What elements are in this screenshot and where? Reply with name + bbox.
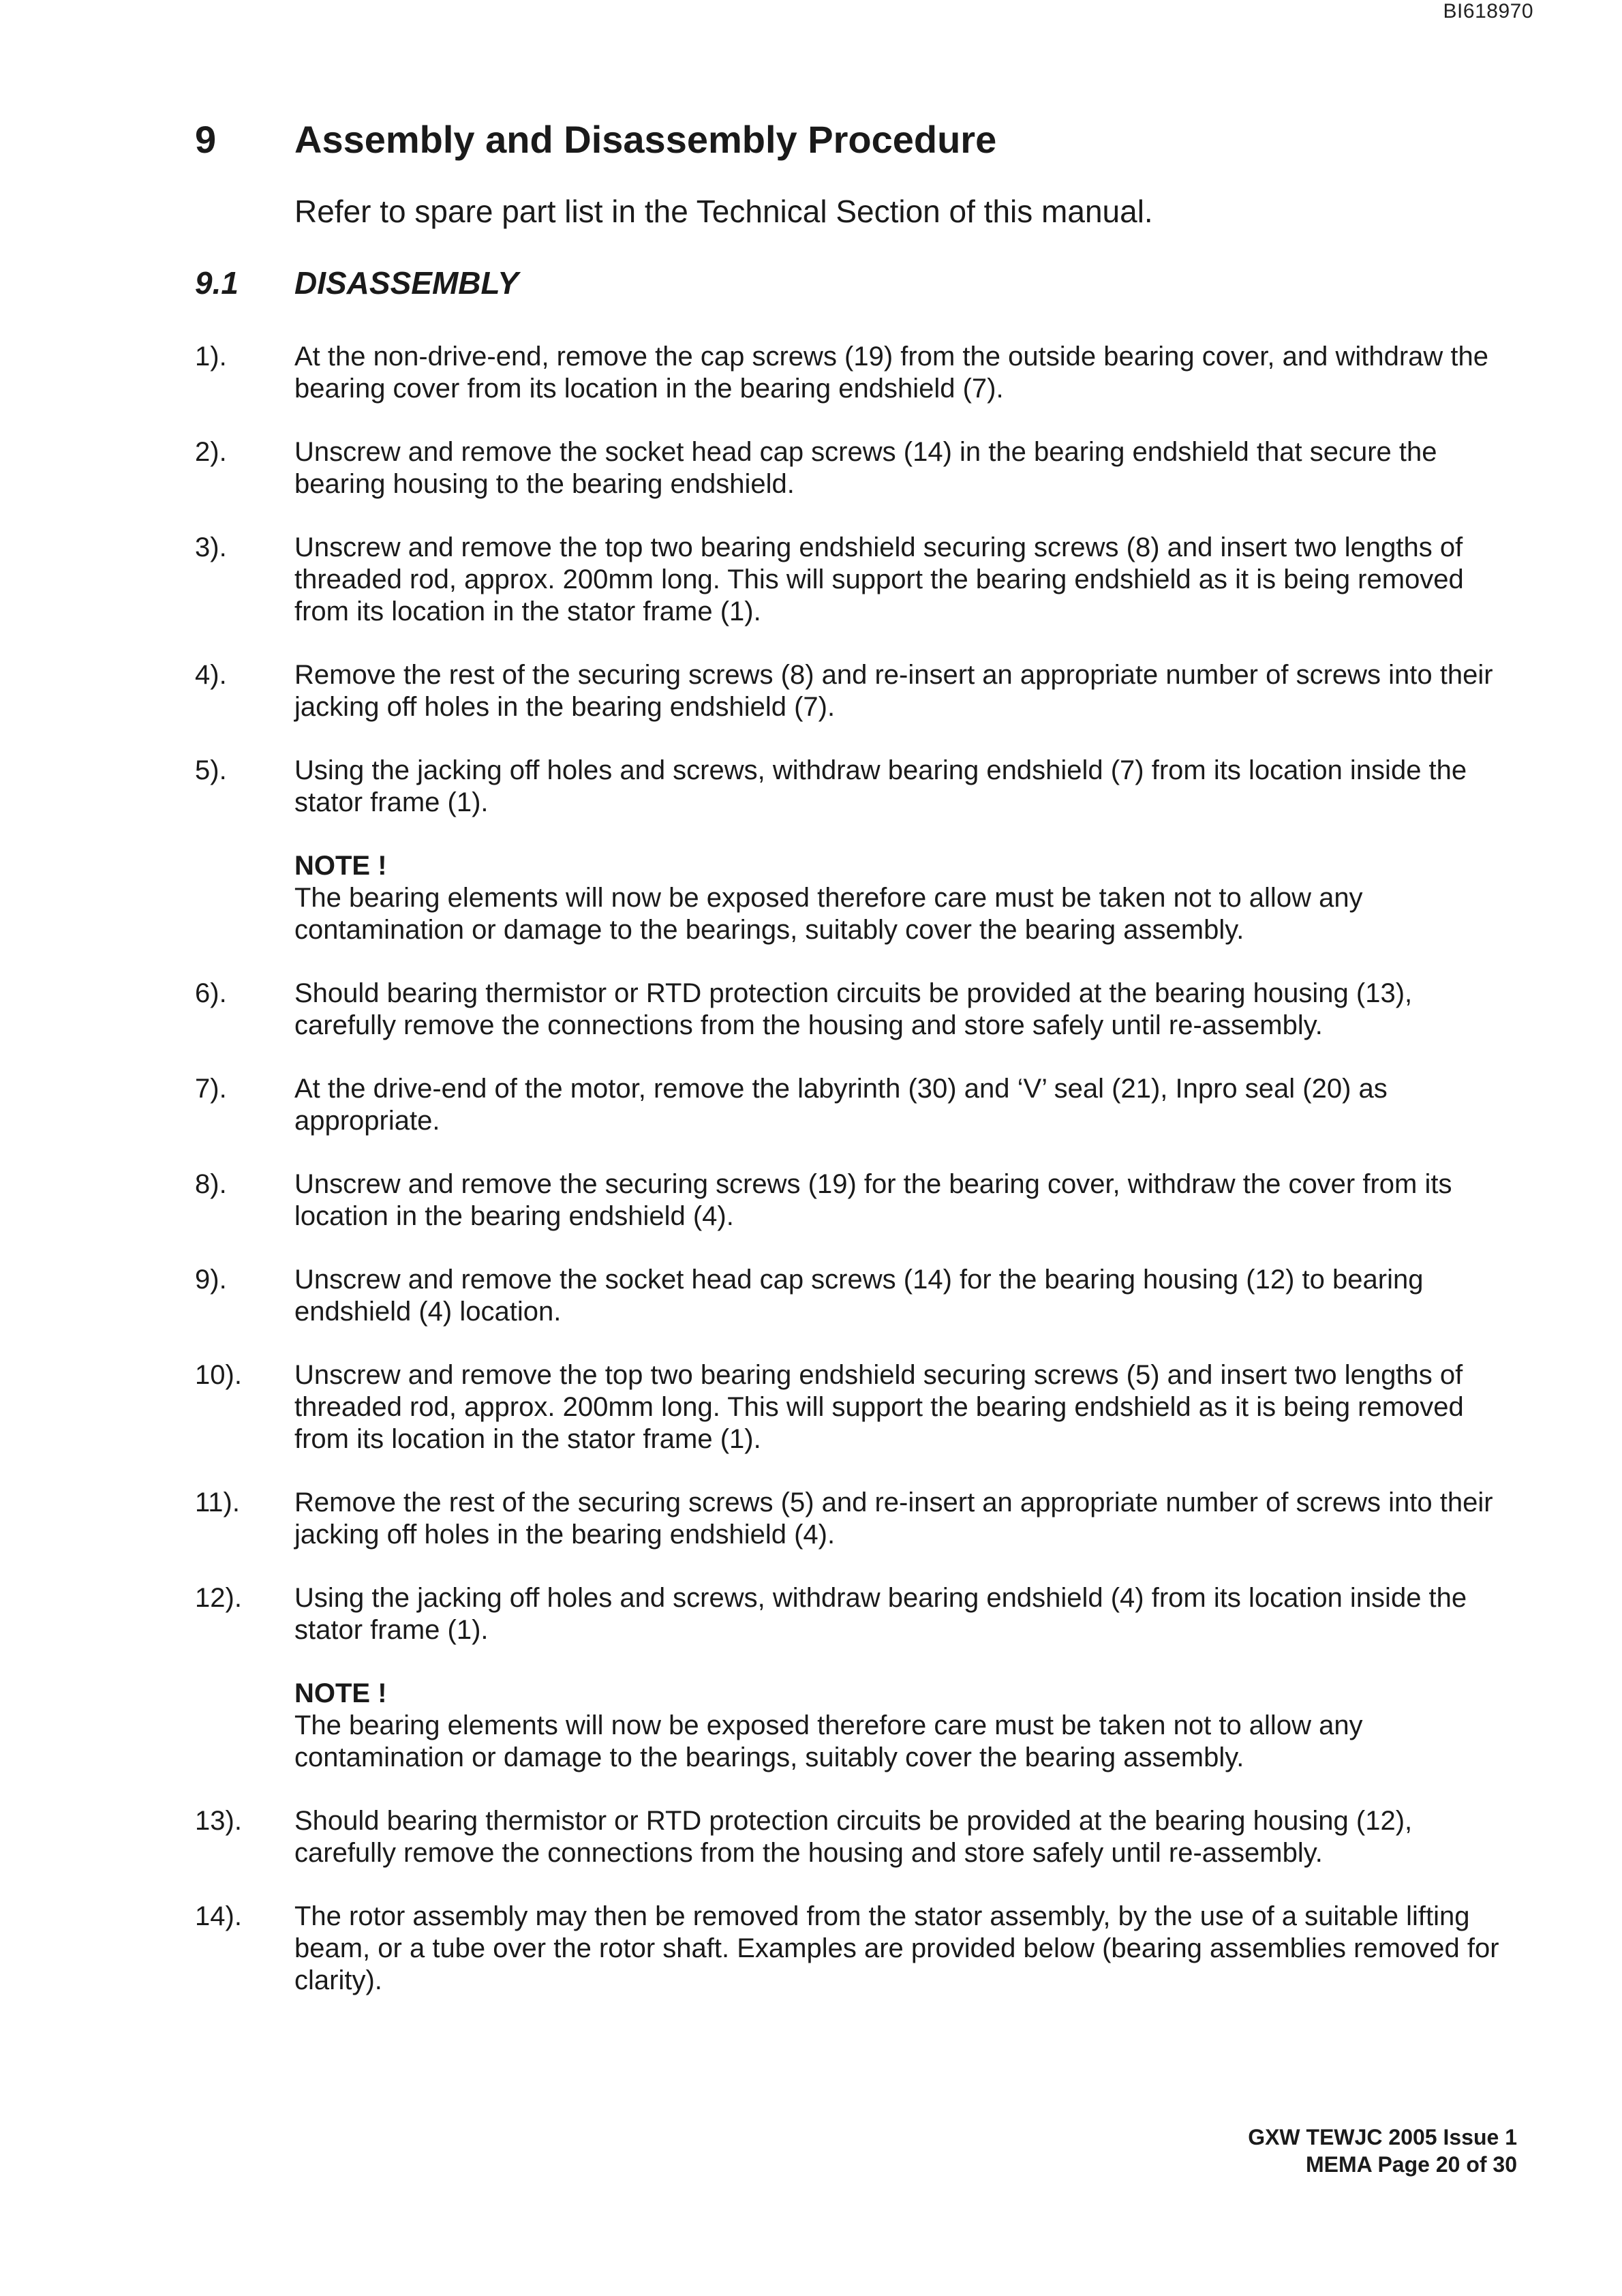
step-text: Unscrew and remove the top two bearing endshield securing screws (8) and insert two lengths of threaded rod, approx. 200mm long. This will support the bearing endshield as it is being removed from its location in the stator frame (1). [294,532,1464,626]
note-block [294,850,1520,946]
subsection-heading [195,265,519,301]
step-text: Unscrew and remove the socket head cap screws (14) for the bearing housing (12) to bearing endshield (4) location. [294,1265,1424,1327]
step-text: Unscrew and remove the socket head cap screws (14) in the bearing endshield that secure the bearing housing to the bearing endshield. [294,437,1437,499]
step-item [195,1487,1520,1551]
step-text: Remove the rest of the securing screws (5) and re-insert an appropriate number of screws into their jacking off holes in the bearing endshield (4). [294,1487,1493,1550]
step-text: Using the jacking off holes and screws, withdraw bearing endshield (4) from its location inside the stator frame (1). [294,1583,1467,1645]
step-item [195,659,1520,723]
step-item [195,341,1520,405]
section-heading [195,117,996,162]
step-text: The rotor assembly may then be removed from the stator assembly, by the use of a suitable lifting beam, or a tube over the rotor shaft. Examples are provided below (bearing assemblies removed for clarity). [294,1901,1499,1995]
step-text: Unscrew and remove the top two bearing endshield securing screws (5) and insert two lengths of threaded rod, approx. 200mm long. This will support the bearing endshield as it is being removed from its location in the stator frame (1). [294,1360,1464,1454]
step-text: Should bearing thermistor or RTD protection circuits be provided at the bearing housing (12), carefully remove the connections from the housing and store safely until re-assembly. [294,1806,1413,1868]
step-number: 5). [195,755,227,785]
step-number: 1). [195,342,227,372]
subsection-number: 9.1 [195,265,239,301]
step-text: Should bearing thermistor or RTD protection circuits be provided at the bearing housing (13), carefully remove the connections from the housing and store safely until re-assembly. [294,978,1413,1040]
step-number: 13). [195,1806,242,1836]
note-title: NOTE ! [294,1678,387,1708]
step-text: At the non-drive-end, remove the cap screws (19) from the outside bearing cover, and withdraw the bearing cover from its location in the bearing endshield (7). [294,342,1489,404]
note-text: The bearing elements will now be exposed therefore care must be taken not to allow any contamination or damage to the bearings, suitably cover the bearing assembly. [294,1710,1363,1772]
step-text: At the drive-end of the motor, remove the labyrinth (30) and ‘V’ seal (21), Inpro seal (20) as appropriate. [294,1074,1388,1136]
step-number: 2). [195,437,227,467]
step-text: Unscrew and remove the securing screws (19) for the bearing cover, withdraw the cover from its location in the bearing endshield (4). [294,1169,1452,1231]
step-number: 4). [195,660,227,690]
section-intro: Refer to spare part list in the Technical Section of this manual. [294,194,1153,229]
step-item [195,1264,1520,1328]
step-item [195,436,1520,500]
subsection-title: DISASSEMBLY [294,265,519,301]
step-number: 7). [195,1074,227,1104]
step-number: 10). [195,1360,242,1390]
step-item [195,1073,1520,1137]
step-item [195,1359,1520,1455]
step-number: 11). [195,1487,240,1517]
step-number: 12). [195,1583,242,1613]
step-number: 6). [195,978,227,1008]
page-footer [1248,2124,1517,2178]
step-number: 8). [195,1169,227,1199]
step-number: 14). [195,1901,242,1931]
footer-doc-ref: GXW TEWJC 2005 Issue 1 [1248,2125,1517,2149]
disassembly-steps [195,341,1520,2028]
step-number: 3). [195,532,227,562]
step-text: Using the jacking off holes and screws, withdraw bearing endshield (7) from its location inside the stator frame (1). [294,755,1467,817]
note-title: NOTE ! [294,851,387,881]
step-item [195,1168,1520,1233]
section-number: 9 [195,118,217,161]
document-id: BI618970 [1443,0,1533,22]
step-item [195,532,1520,628]
step-number: 9). [195,1265,227,1295]
step-item [195,1582,1520,1646]
step-item [195,1901,1520,1997]
note-text: The bearing elements will now be exposed therefore care must be taken not to allow any contamination or damage to the bearings, suitably cover the bearing assembly. [294,883,1363,945]
footer-page-number: MEMA Page 20 of 30 [1305,2152,1517,2177]
section-title: Assembly and Disassembly Procedure [294,118,997,161]
step-item [195,755,1520,819]
step-item [195,978,1520,1042]
note-block [294,1678,1520,1774]
step-item [195,1805,1520,1869]
step-text: Remove the rest of the securing screws (8) and re-insert an appropriate number of screws into their jacking off holes in the bearing endshield (7). [294,660,1493,722]
